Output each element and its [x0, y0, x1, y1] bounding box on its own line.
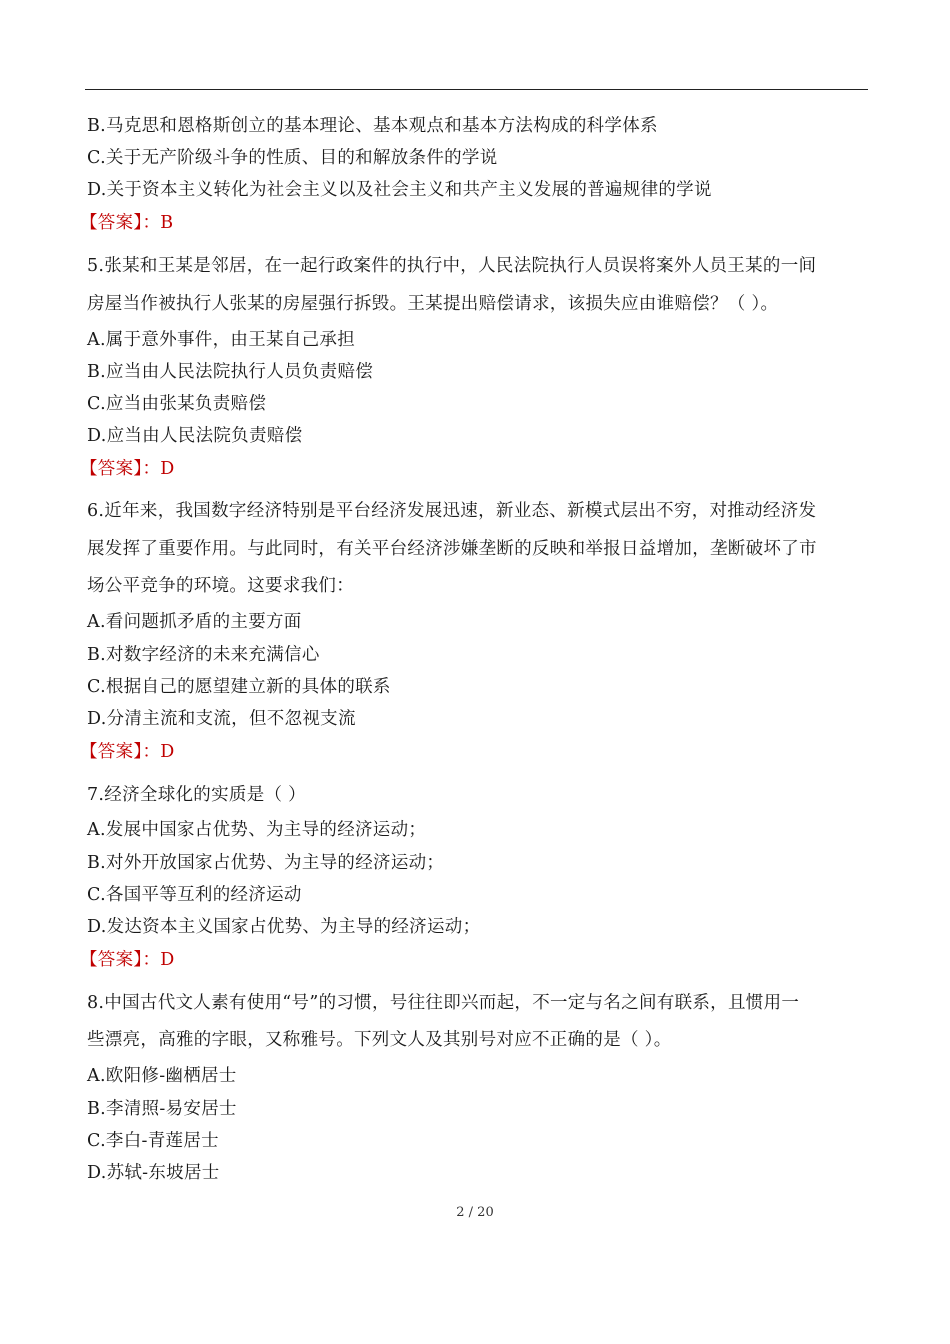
question-text: 房屋当作被执行人张某的房屋强行拆毁。王某提出赔偿请求，该损失应由谁赔偿？（ ）。 [87, 294, 779, 314]
option-text: B.李清照-易安居士 [87, 1099, 237, 1119]
question-text: 展发挥了重要作用。与此同时，有关平台经济涉嫌垄断的反映和举报日益增加，垄断破坏了市 [87, 539, 817, 559]
option-text: D.应当由人民法院负责赔偿 [87, 426, 303, 446]
question-text: 8.中国古代文人素有使用“号”的习惯，号往往即兴而起，不一定与名之间有联系，且惯用一 [87, 993, 800, 1013]
question-text: 6.近年来，我国数字经济特别是平台经济发展迅速，新业态、新模式层出不穷，对推动经济发 [87, 501, 817, 521]
option-text: C.关于无产阶级斗争的性质、目的和解放条件的学说 [87, 148, 498, 168]
option-text: D.发达资本主义国家占优势、为主导的经济运动； [87, 917, 481, 937]
option-text: C.各国平等互利的经济运动 [87, 885, 302, 905]
option-text: A.看问题抓矛盾的主要方面 [87, 612, 302, 632]
option-text: B.对数字经济的未来充满信心 [87, 645, 320, 665]
option-text: C.应当由张某负责赔偿 [87, 394, 267, 414]
option-text: B.对外开放国家占优势、为主导的经济运动； [87, 853, 445, 873]
question-text: 场公平竞争的环境。这要求我们： [87, 576, 354, 596]
option-text: D.分清主流和支流，但不忽视支流 [87, 709, 356, 729]
answer-label: 【答案】：D [80, 459, 175, 479]
option-text: A.属于意外事件，由王某自己承担 [87, 330, 355, 350]
option-text: D.关于资本主义转化为社会主义以及社会主义和共产主义发展的普遍规律的学说 [87, 180, 712, 200]
option-text: B.马克思和恩格斯创立的基本理论、基本观点和基本方法构成的科学体系 [87, 116, 658, 136]
question-text: 5.张某和王某是邻居，在一起行政案件的执行中，人民法院执行人员误将案外人员王某的一间 [87, 256, 817, 276]
question-text: 些漂亮，高雅的字眼，又称雅号。下列文人及其别号对应不正确的是（ ）。 [87, 1030, 672, 1050]
option-text: C.根据自己的愿望建立新的具体的联系 [87, 677, 391, 697]
answer-label: 【答案】：D [80, 742, 175, 762]
answer-label: 【答案】：B [80, 213, 174, 233]
header-rule [85, 89, 868, 90]
option-text: D.苏轼-东坡居士 [87, 1163, 220, 1183]
option-text: A.发展中国家占优势、为主导的经济运动； [87, 820, 427, 840]
question-text: 7.经济全球化的实质是（ ） [87, 785, 306, 805]
option-text: A.欧阳修-幽栖居士 [87, 1066, 237, 1086]
option-text: C.李白-青莲居士 [87, 1131, 219, 1151]
page-number: 2 / 20 [456, 1205, 494, 1220]
option-text: B.应当由人民法院执行人员负责赔偿 [87, 362, 374, 382]
answer-label: 【答案】：D [80, 950, 175, 970]
